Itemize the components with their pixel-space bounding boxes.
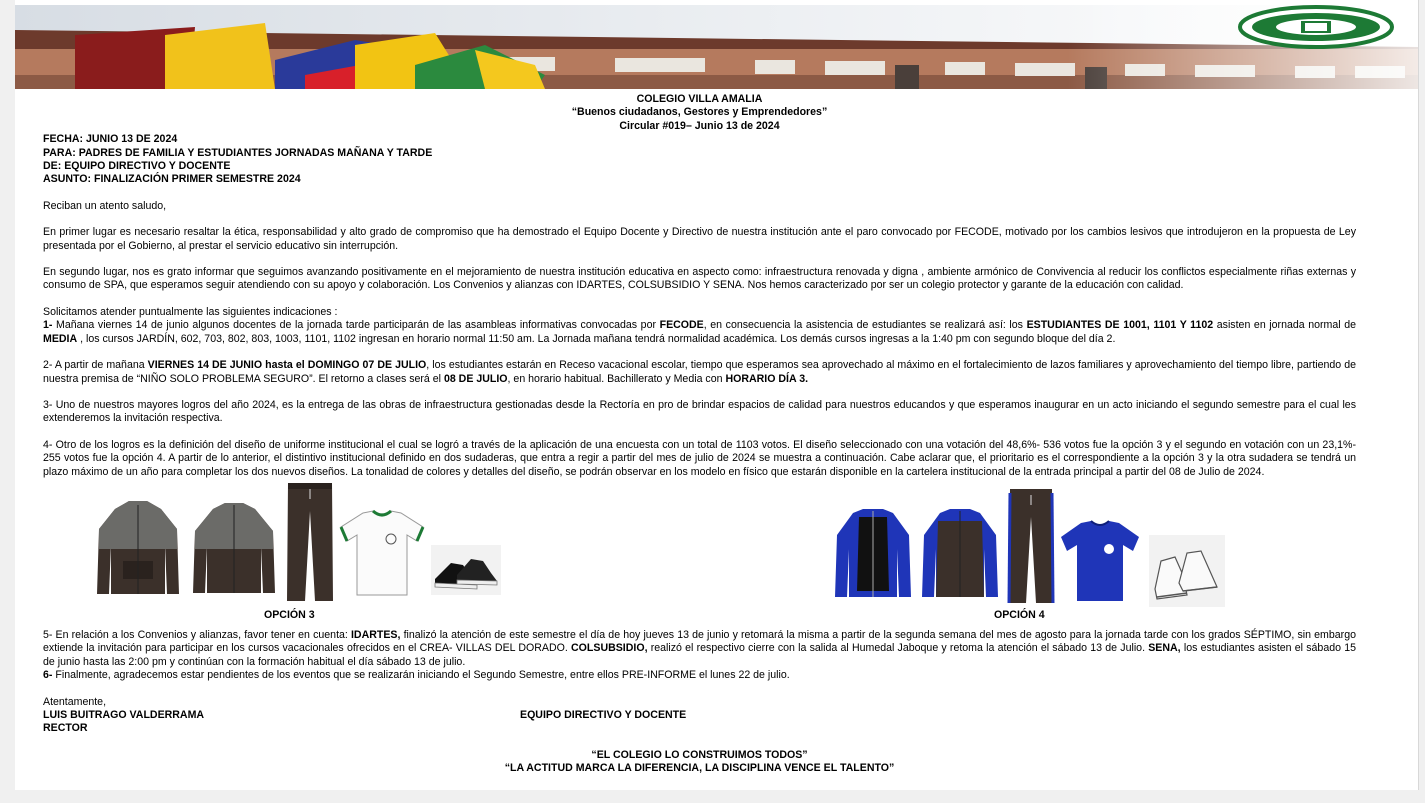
option3-sneakers-image: [431, 545, 501, 595]
option3-tshirt-image: [339, 509, 425, 597]
instruction-1: 1- Mañana viernes 14 de junio algunos docentes de la jornada tarde participarán de las asambleas informativas convocadas por FECODE, en consecuencia la asistencia de estudiantes se realizará así: los ESTUDIANTES DE 1001, 1101 Y 1102 asisten en jornada normal de MEDIA , los cursos JARDÍN, 602, 703, 802, 803, 1003, 1101, 1102 ingresan en horario normal 11:50 am. La Jornada mañana tendrá normalidad académica. Los demás cursos ingresas a la 1:40 pm con segundo bloque del día 2.: [43, 319, 1357, 345]
instruction-5: 5- En relación a los Convenios y alianzas, favor tener en cuenta: IDARTES, finalizó la atención de este semestre el día de hoy jueves 13 de junio y retomará la misma a partir de la segunda semana del mes de agosto para la jornada tarde con los grados SÉPTIMO, sin embargo extiende la invitación para participar en los cursos vacacionales ofrecidos en el CREA- VILLAS DEL DORADO. COLSUBSIDIO, realizó el respectivo cierre con la salida al Humedal Jaboque y retoma la atención el sábado 13 de Julio. SENA, los estudiantes asisten el sábado 15 de junio hasta las 2:00 pm y continúan con la formación habitual el día sábado 13 de julio.: [43, 628, 1356, 668]
option3-jacket-image: [191, 501, 277, 597]
subject-line: ASUNTO: FINALIZACIÓN PRIMER SEMESTRE 2024: [43, 173, 301, 186]
greeting: Reciban un atento saludo,: [43, 199, 167, 212]
uniform-options: [43, 481, 1356, 629]
option4-jacket-1-image: [833, 507, 913, 601]
signer-title: RECTOR: [43, 721, 88, 734]
option4-jacket-2-image: [920, 507, 1000, 601]
instruction-3: 3- Uno de nuestros mayores logros del año 2024, es la entrega de las obras de infraestructura gestionadas desde la Rectoría en pro de brindar espacios de calidad para nuestros educandos y que esperamos inaugurar en un acto iniciando el segundo semestre para el cual les extenderemos la invitación respectiva.: [43, 398, 1356, 425]
instruction-4: 4- Otro de los logros es la definición del diseño de uniforme institucional el cual se logró a través de la aplicación de una encuesta con un total de 1103 votos. El diseño seleccionado con una votación del 48,6%- 536 votos fue la opción 3 y el segundo en votación con un 23,1%- 255 votos fue la opción 4. A partir de lo anterior, el distintivo institucional definido en dos sudaderas, que entra a regir a partir del mes de julio de 2024 se muestra a continuación. Cabe aclarar que, el prioritario es el correspondiente a la opción 3 y la otra sudadera se tendrá un plazo máximo de un año para completar los dos nuevos diseños. La tonalidad de colores y detalles del diseño, se podrán observar en los modelo en físico que estarán disponible en la cartelera institucional de la entrada principal a partir del 08 de Julio de 2024.: [43, 438, 1356, 478]
slogan-2: “LA ACTITUD MARCA LA DIFERENCIA, LA DISCIPLINA VENCE EL TALENTO”: [504, 762, 895, 775]
option4-tshirt-image: [1059, 519, 1141, 603]
instructions-intro: Solicitamos atender puntualmente las siguientes indicaciones :: [43, 305, 338, 318]
team-signature: EQUIPO DIRECTIVO Y DOCENTE: [520, 708, 687, 721]
closing-regards: Atentamente,: [43, 695, 107, 708]
instruction-6: 6- Finalmente, agradecemos estar pendientes de los eventos que se realizarán iniciando el Segundo Semestre, entre ellos PRE-INFORME el lunes 22 de julio.: [43, 669, 790, 682]
option3-label: OPCIÓN 3: [264, 608, 315, 621]
paragraph-2: En segundo lugar, nos es grato informar que seguimos avanzando positivamente en el mejoramiento de nuestra institución educativa en aspecto como: infraestructura renovada y digna , ambiente armónico de Convivencia al reducir los conflictos especialmente riñas externas y consumo de SPA, que esperamos seguir atendiendo con su apoyo y colaboración. Los Convenios y alianzas con IDARTES, COLSUBSIDIO Y SENA. Nos hemos caracterizado por ser un colegio protector y garante de la educación con calidad.: [43, 266, 1356, 292]
school-motto: “Buenos ciudadanos, Gestores y Emprendedores”: [571, 106, 828, 119]
school-seal-logo: [1240, 7, 1392, 47]
option3-pants-image: [285, 481, 335, 603]
option3-hoodie-image: [95, 499, 181, 599]
signer-name: LUIS BUITRAGO VALDERRAMA: [43, 708, 205, 721]
date-line: FECHA: JUNIO 13 DE 2024: [43, 133, 178, 146]
option4-sneakers-image: [1149, 535, 1225, 607]
paragraph-1: En primer lugar es necesario resaltar la ética, responsabilidad y alto grado de compromiso que ha demostrado el Equipo Docente y Directivo de nuestra institución ante el paro convocado por FECODE, motivado por los cambios lesivos que introdujeron en la propuesta de Ley presentada por el Gobierno, al prestar el servicio educativo sin interrupción.: [43, 226, 1356, 252]
signature-block: [43, 709, 1356, 736]
header-banner: [15, 5, 1418, 89]
circular-number: Circular #019– Junio 13 de 2024: [619, 119, 780, 132]
document-page: [15, 0, 1419, 790]
circular-content: [43, 93, 1356, 776]
instruction-2: 2- A partir de mañana VIERNES 14 DE JUNIO hasta el DOMINGO 07 DE JULIO, los estudiantes estarán en Receso vacacional escolar, tiempo que esperamos sea aprovechado al máximo en el fortalecimiento de lazos familiares y aprovechamiento del tiempo libre, partiendo de nuestra premisa de “NIÑO SOLO PROBLEMA SEGURO”. El retorno a clases será el 08 DE JULIO, en horario habitual. Bachillerato y Media con HORARIO DÍA 3.: [43, 359, 1356, 385]
school-building-photo: [15, 5, 1418, 89]
option4-label: OPCIÓN 4: [994, 608, 1045, 621]
option4-pants-image: [1007, 487, 1055, 605]
school-name: COLEGIO VILLA AMALIA: [636, 93, 763, 105]
sender-line: DE: EQUIPO DIRECTIVO Y DOCENTE: [43, 160, 231, 173]
slogan-1: “EL COLEGIO LO CONSTRUIMOS TODOS”: [591, 748, 808, 761]
recipient-line: PARA: PADRES DE FAMILIA Y ESTUDIANTES JORNADAS MAÑANA Y TARDE: [43, 146, 433, 159]
